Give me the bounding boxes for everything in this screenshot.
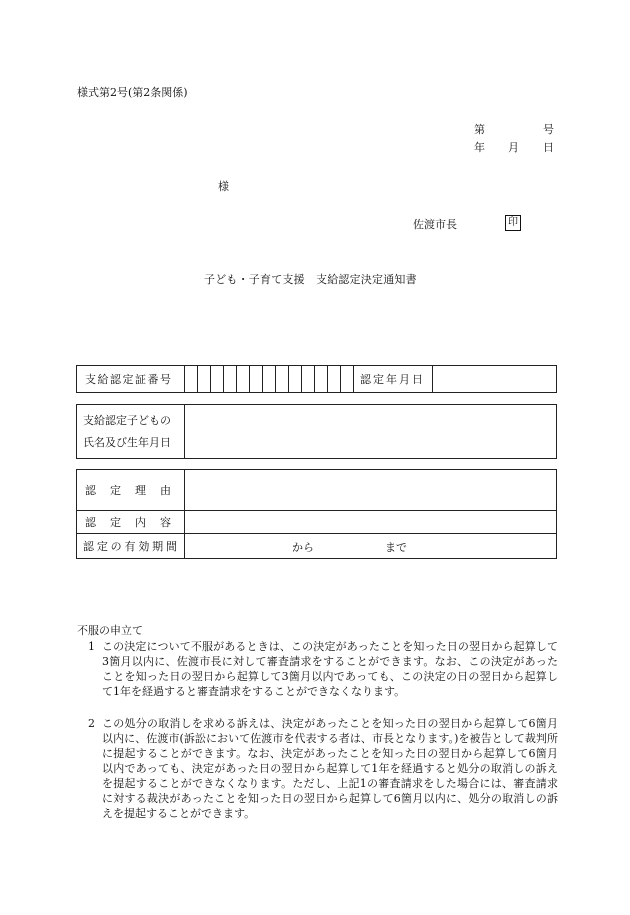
cert-digit-cell[interactable] — [211, 366, 224, 393]
child-name-field[interactable] — [185, 405, 557, 459]
addressee-suffix: 様 — [218, 180, 229, 193]
certification-detail-table — [76, 469, 557, 559]
cert-number-label: 支給認定証番号 — [77, 366, 185, 393]
cert-digit-cell[interactable] — [250, 366, 263, 393]
cert-digit-cell[interactable] — [185, 366, 198, 393]
child-label-line2: 氏名及び生年月日 — [83, 435, 171, 449]
cert-digit-cell[interactable] — [263, 366, 276, 393]
cert-digit-cell[interactable] — [341, 366, 354, 393]
document-title: 子ども・子育て支援 支給認定決定通知書 — [204, 273, 417, 286]
year-label: 年 — [474, 141, 485, 154]
appeal-item-1 — [80, 639, 558, 699]
cert-digit-cell[interactable] — [276, 366, 289, 393]
child-label-line1: 支給認定子どもの — [83, 413, 171, 427]
month-label: 月 — [508, 141, 519, 154]
number-label: 第 — [474, 123, 485, 136]
period-from-label: から — [292, 541, 314, 554]
reason-label: 認定理由 — [77, 470, 185, 511]
content-label: 認定内容 — [77, 511, 185, 534]
cert-date-label: 認定年月日 — [354, 366, 433, 393]
appeal-item-number: 2 — [88, 717, 95, 730]
cert-digit-cell[interactable] — [315, 366, 328, 393]
child-label — [77, 405, 185, 459]
cert-digit-cell[interactable] — [302, 366, 315, 393]
period-field[interactable] — [185, 534, 557, 559]
certificate-number-table — [76, 365, 557, 393]
period-label: 認定の有効期間 — [77, 534, 185, 559]
cert-digit-cell[interactable] — [224, 366, 237, 393]
issuer-name: 佐渡市長 — [413, 218, 457, 231]
seal-mark: 印 — [505, 215, 521, 231]
cert-date-field[interactable] — [433, 366, 557, 393]
appeal-heading: 不服の申立て — [77, 624, 143, 637]
appeal-item-2 — [80, 716, 558, 821]
appeal-item-number: 1 — [88, 640, 95, 653]
appeal-item-text: この処分の取消しを求める訴えは、決定があったことを知った日の翌日から起算して6箇月以内に、佐渡市(訴訟において佐渡市を代表する者は、市長となります。)を被告として裁判所に提起することができます。なお、決定があったことを知った日の翌日から起算して6箇月以内であっても、決定があった日の翌日から起算して1年を経過すると処分の取消しの訴えを提起することができなくなります。ただし、上記1の審査請求をした場合には、審査請求に対する裁決があったことを知った日の翌日から起算して6箇月以内に、処分の取消しの訴えを提起することができます。 — [102, 717, 558, 820]
period-to-label: まで — [385, 541, 407, 554]
appeal-item-text: この決定について不服があるときは、この決定があったことを知った日の翌日から起算して3箇月以内に、佐渡市長に対して審査請求をすることができます。なお、この決定があったことを知った日の翌日から起算して3箇月以内であっても、この決定の日の翌日から起算して1年を経過すると審査請求をすることができなくなります。 — [102, 640, 558, 698]
cert-digit-cell[interactable] — [237, 366, 250, 393]
form-code: 様式第2号(第2条関係) — [77, 86, 188, 99]
content-field[interactable] — [185, 511, 557, 534]
cert-digit-cell[interactable] — [198, 366, 211, 393]
day-label: 日 — [543, 141, 554, 154]
cert-digit-cell[interactable] — [328, 366, 341, 393]
child-info-table — [76, 404, 557, 459]
go-label: 号 — [543, 123, 554, 136]
cert-digit-cell[interactable] — [289, 366, 302, 393]
reason-field[interactable] — [185, 470, 557, 511]
